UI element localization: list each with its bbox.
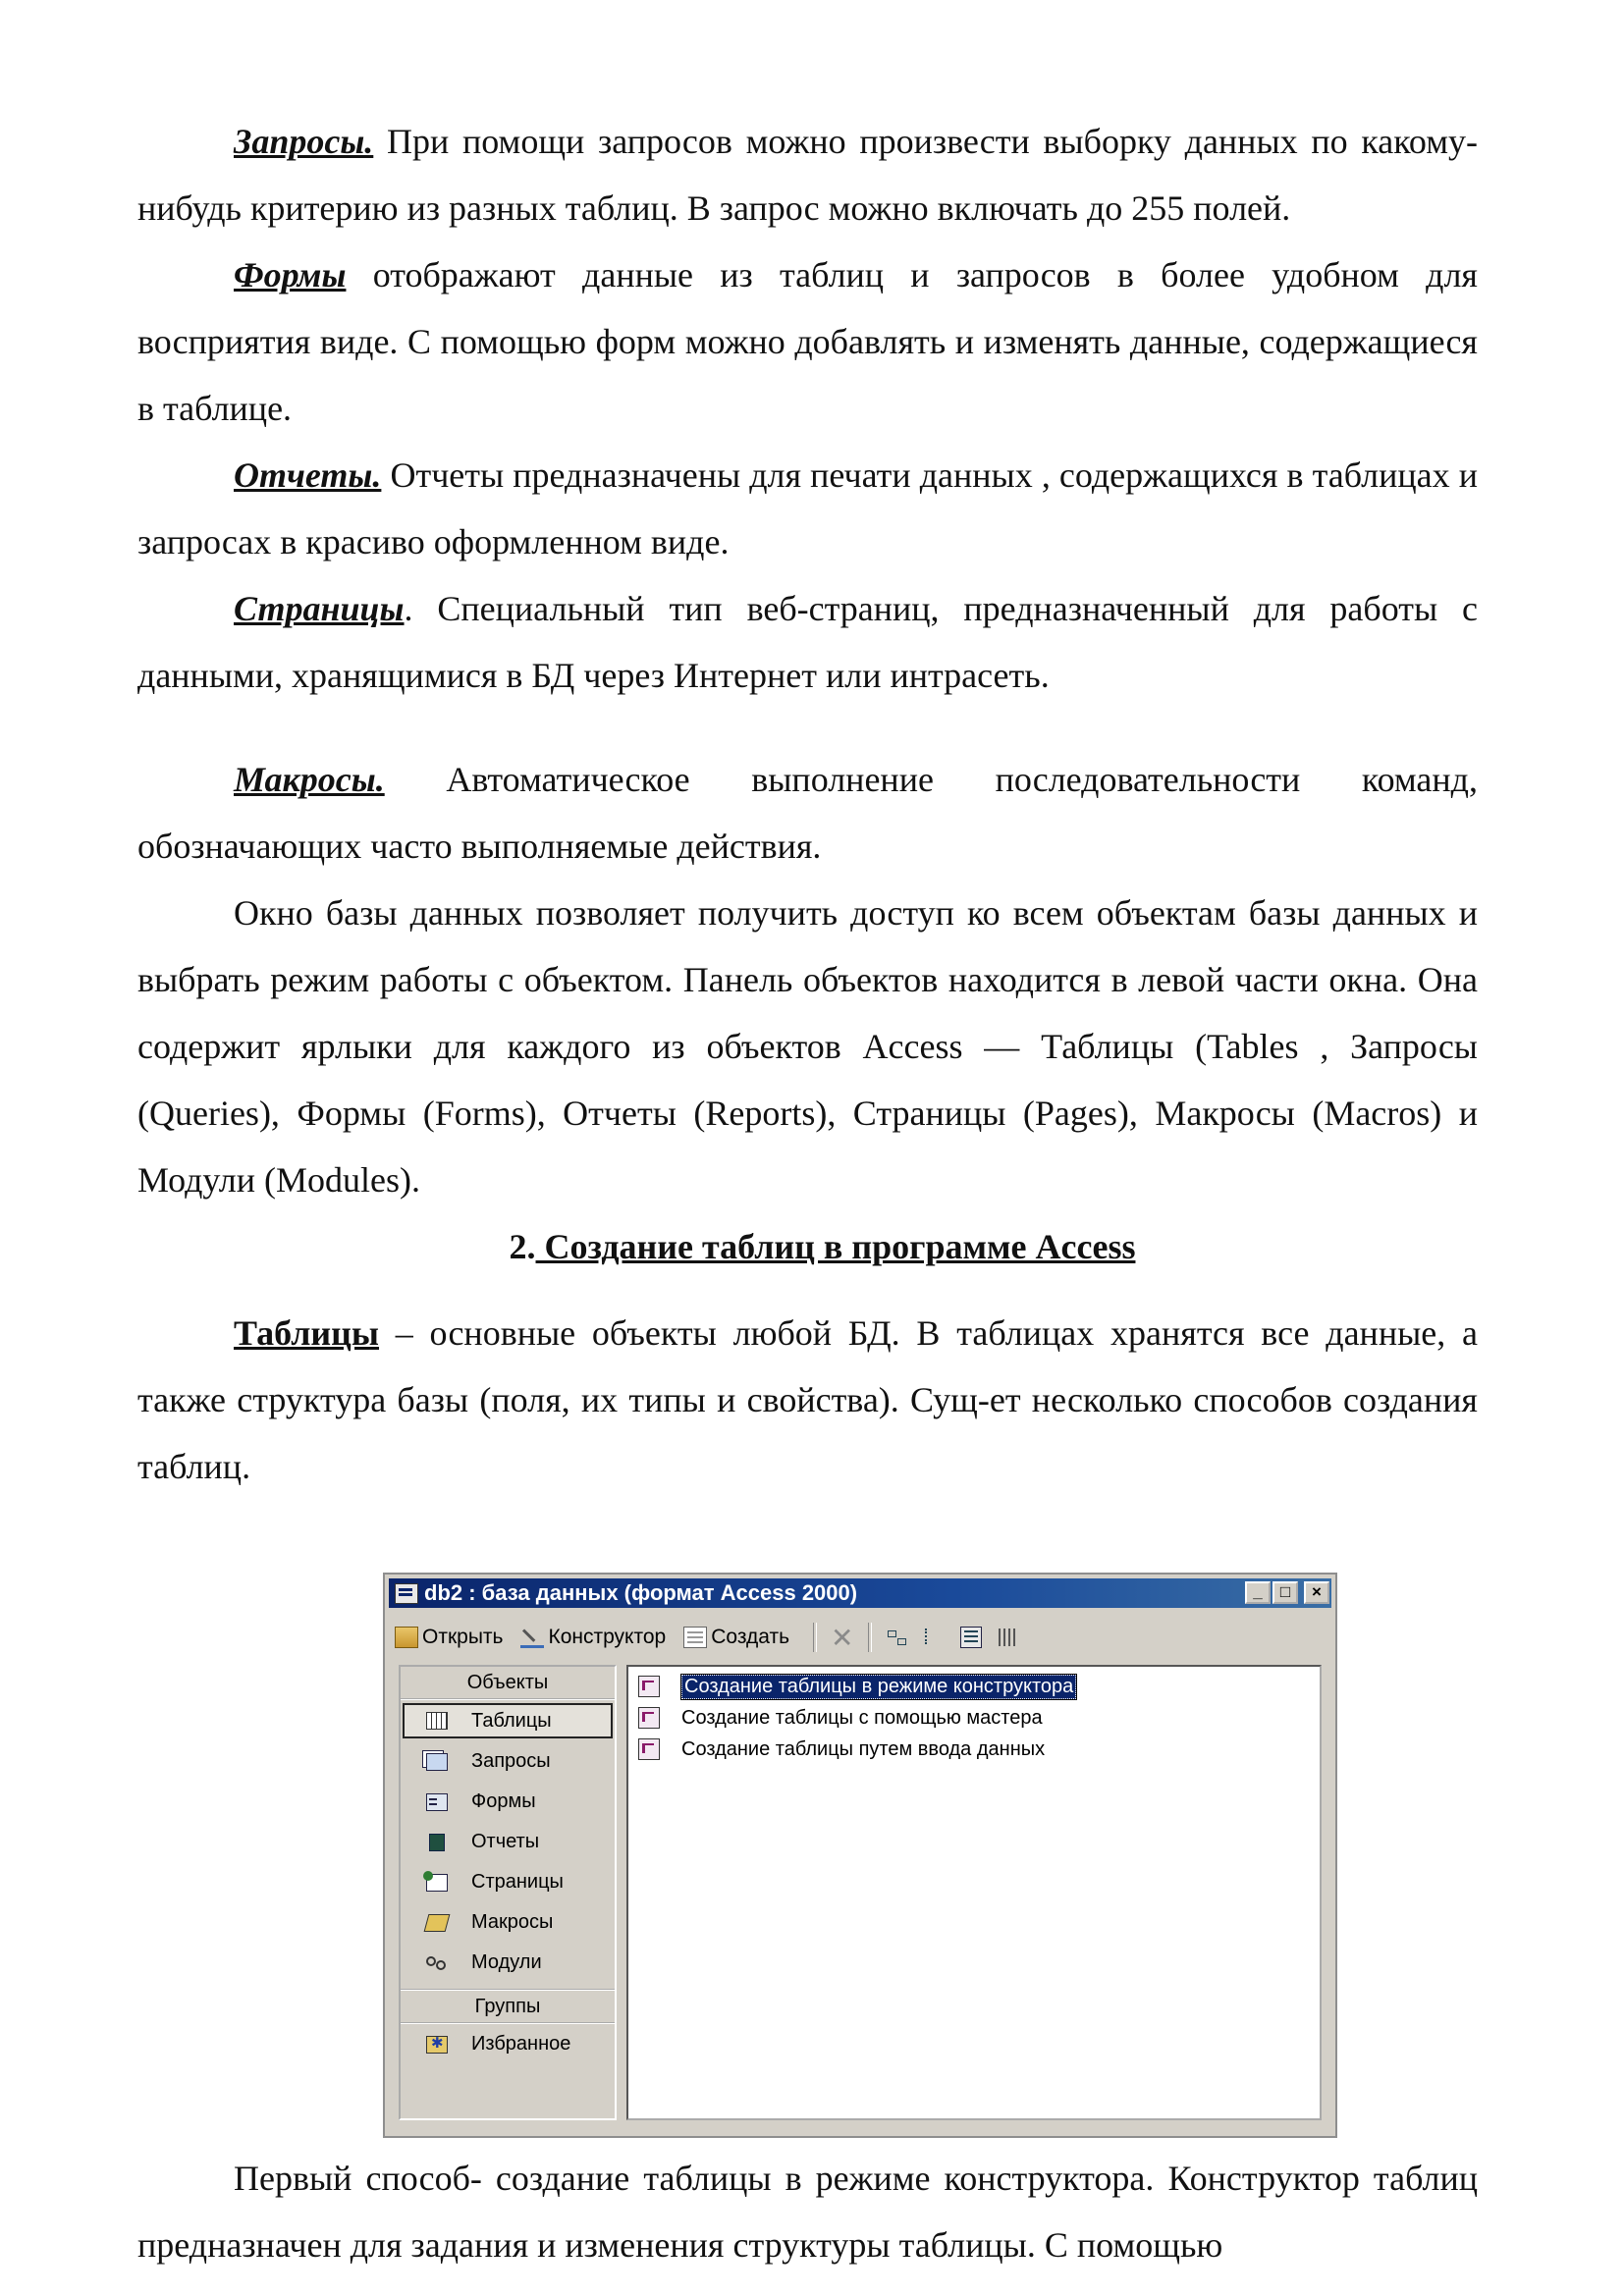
design-icon [520, 1627, 544, 1648]
text-queries: При помощи запросов можно произвести выборку данных по какому- нибудь критерию из разных таблиц. В запрос можно включать до 255 полей. [137, 122, 1478, 228]
paragraph-tables [137, 1300, 1478, 1500]
text-reports: Отчеты предназначены для печати данных , содержащихся в таблицах и запросах в красиво оформленном виде. [137, 455, 1478, 561]
form-icon [426, 1793, 448, 1811]
spacer [137, 1280, 1478, 1300]
paragraph-reports [137, 442, 1478, 575]
text-pages: . Специальный тип веб-страниц, предназначенный для работы с данными, хранящимися в БД через Интернет или интрасеть. [137, 589, 1478, 695]
section-number: 2. [509, 1227, 536, 1266]
section-title: Создание таблиц в программе Access [535, 1227, 1136, 1266]
large-icons-icon[interactable] [886, 1627, 907, 1648]
access-database-window [385, 1575, 1335, 2136]
object-reports[interactable] [401, 1822, 615, 1862]
paragraph-forms [137, 241, 1478, 442]
new-button[interactable] [683, 1626, 789, 1649]
object-label: Макросы [471, 1911, 554, 1933]
new-label: Создать [711, 1626, 790, 1648]
toolbar-separator [868, 1623, 872, 1652]
group-label: Избранное [471, 2033, 571, 2055]
term-queries: Запросы. [234, 122, 374, 161]
term-pages: Страницы [234, 589, 405, 628]
report-icon [429, 1834, 445, 1851]
new-icon [683, 1627, 707, 1648]
window-controls [1245, 1581, 1329, 1604]
object-forms[interactable] [401, 1782, 615, 1822]
close-button[interactable]: × [1304, 1581, 1329, 1604]
object-label: Запросы [471, 1750, 551, 1772]
object-label: Страницы [471, 1871, 564, 1893]
favorites-icon [426, 2036, 448, 2054]
window-title: db2 : база данных (формат Access 2000) [424, 1580, 858, 1605]
list-item-label: Создание таблицы в режиме конструктора [681, 1675, 1076, 1699]
object-label: Таблицы [471, 1709, 552, 1732]
table-icon [426, 1712, 448, 1730]
text-tables: – основные объекты любой БД. В таблицах хранятся все данные, а также структура базы (поля, их типы и свойства). Сущ-ет несколько способов создания таблиц. [137, 1313, 1478, 1486]
toolbar-separator [813, 1623, 817, 1652]
object-queries[interactable] [401, 1741, 615, 1782]
text-forms: отображают данные из таблиц и запросов в более удобном для восприятия виде. С помощью форм можно добавлять и изменять данные, содержащиеся в таблице. [137, 255, 1478, 428]
shortcut-icon [638, 1738, 660, 1760]
list-view-icon[interactable] [960, 1627, 982, 1648]
document-text-bottom [137, 2145, 1478, 2278]
term-reports: Отчеты. [234, 455, 382, 495]
group-favorites[interactable] [401, 2024, 615, 2064]
paragraph-db-window: Окно базы данных позволяет получить доступ ко всем объектам базы данных и выбрать режим работы с объектом. Панель объектов находится в левой части окна. Она содержит ярлыки для каждого из объектов Access — Таблицы (Tables , Запросы (Queries), Формы (Forms), Отчеты (Reports), Страницы (Pages), Макросы (Macros) и Модули (Modules). [137, 893, 1478, 1200]
shortcut-icon [638, 1676, 660, 1697]
objects-header[interactable]: Объекты [401, 1667, 615, 1700]
page-icon [426, 1874, 448, 1892]
macro-icon [424, 1914, 451, 1932]
design-button[interactable] [520, 1626, 666, 1649]
small-icons-icon[interactable] [923, 1627, 945, 1648]
document-text [137, 108, 1478, 1500]
list-item-label: Создание таблицы с помощью мастера [681, 1706, 1043, 1729]
object-pages[interactable] [401, 1862, 615, 1902]
module-icon [426, 1954, 448, 1972]
list-item-label: Создание таблицы путем ввода данных [681, 1737, 1046, 1760]
window-toolbar [395, 1620, 1326, 1655]
term-macros: Макросы. [234, 760, 385, 799]
term-tables: Таблицы [234, 1313, 380, 1353]
object-label: Формы [471, 1790, 536, 1812]
design-label: Конструктор [548, 1626, 667, 1648]
object-modules[interactable] [401, 1943, 615, 1983]
text-macros: Автоматическое выполнение последовательности команд, обозначающих часто выполняемые действия. [137, 760, 1478, 866]
groups-header[interactable]: Группы [401, 1989, 615, 2024]
objects-list [626, 1665, 1322, 2120]
database-icon [395, 1583, 418, 1604]
details-view-icon[interactable] [998, 1627, 1019, 1648]
object-label: Модули [471, 1951, 542, 1973]
paragraph-first-way: Первый способ- создание таблицы в режиме конструктора. Конструктор таблиц предназначен для задания и изменения структуры таблицы. С помощью [137, 2159, 1478, 2265]
maximize-button[interactable]: □ [1272, 1581, 1298, 1604]
spacer [137, 709, 1478, 746]
delete-icon[interactable]: ✕ [831, 1622, 854, 1653]
open-icon [395, 1627, 418, 1648]
object-macros[interactable] [401, 1902, 615, 1943]
paragraph-macros [137, 746, 1478, 880]
section-heading [137, 1213, 1478, 1280]
list-item-create-design[interactable] [638, 1671, 1320, 1702]
list-item-create-wizard[interactable] [638, 1702, 1320, 1734]
term-forms: Формы [234, 255, 347, 294]
window-titlebar[interactable] [389, 1578, 1331, 1608]
objects-bar [399, 1665, 617, 2120]
object-tables[interactable] [403, 1703, 613, 1738]
query-icon [426, 1753, 448, 1771]
object-label: Отчеты [471, 1831, 540, 1852]
paragraph-pages [137, 575, 1478, 709]
shortcut-icon [638, 1707, 660, 1729]
minimize-button[interactable]: _ [1245, 1581, 1271, 1604]
open-label: Открыть [422, 1626, 504, 1648]
open-button[interactable] [395, 1626, 503, 1649]
paragraph-queries [137, 108, 1478, 241]
list-item-create-data-entry[interactable] [638, 1734, 1320, 1765]
